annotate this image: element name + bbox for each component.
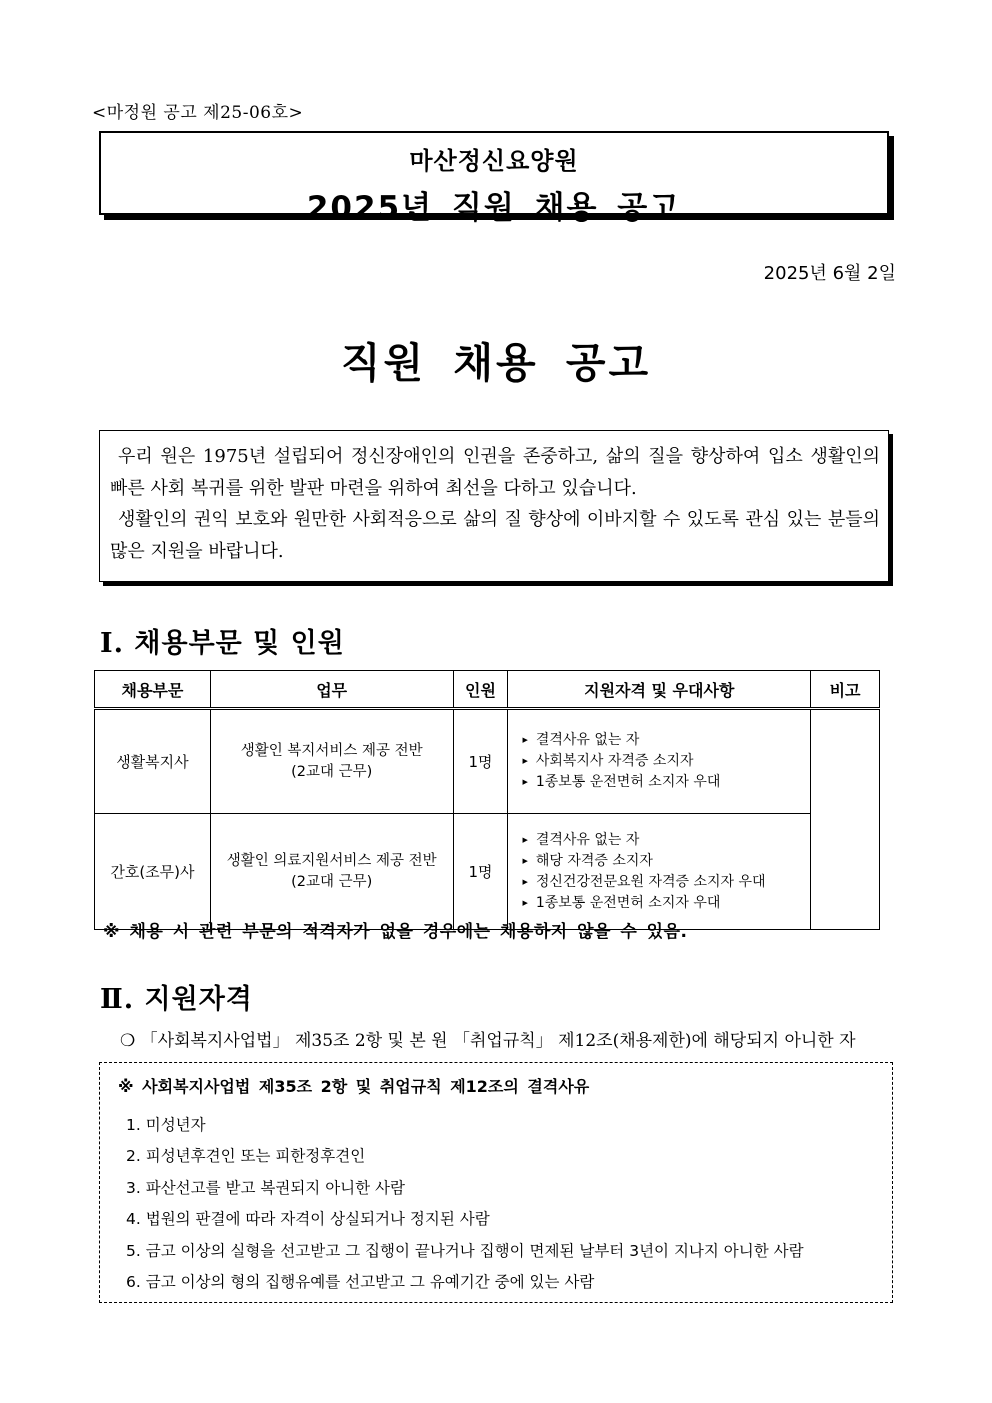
disqualification-box [99, 1062, 893, 1303]
bullet-triangle-icon: ▶ [522, 778, 528, 786]
count-cell: 1명 [453, 709, 508, 814]
qualification-item: ▶ 1종보통 운전면허 소지자 우대 [516, 772, 802, 793]
title-box [99, 131, 889, 226]
disqualification-title: ※ 사회복지사업법 제35조 2항 및 취업규칙 제12조의 결격사유 [118, 1077, 590, 1096]
duty-line: 생활인 복지서비스 제공 전반 [240, 742, 423, 759]
announcement-title: 2025년 직원 채용 공고 [306, 190, 682, 226]
table-row [95, 814, 880, 930]
list-item: 3. 파산선고를 받고 복권되지 아니한 사람 [126, 1178, 405, 1197]
column-header: 채용부문 [95, 671, 211, 709]
qualification-item: ▶ 정신건강전문요원 자격증 소지자 우대 [516, 872, 802, 893]
duty-shift: (2교대 근무) [291, 873, 373, 890]
announcement-date: 2025년 6월 2일 [763, 263, 896, 284]
recruitment-table [94, 670, 880, 930]
table-header-row [95, 671, 880, 709]
column-header: 비고 [811, 671, 880, 709]
disqualification-list [126, 1113, 804, 1301]
qualifications-cell [508, 709, 811, 814]
department-cell: 생활복지사 [95, 709, 211, 814]
intro-box [99, 430, 889, 582]
recruitment-note: ※ 채용 시 관련 부문의 적격자가 없을 경우에는 채용하지 않을 수 있음. [103, 922, 688, 942]
bullet-triangle-icon: ▶ [522, 856, 528, 865]
bullet-triangle-icon: ▶ [522, 757, 528, 765]
eligibility-statement: ❍ 「사회복지사업법」 제35조 2항 및 본 원 「취업규칙」 제12조(채용제한)에 해당되지 아니한 자 [120, 1031, 856, 1051]
duty-line: 생활인 의료지원서비스 제공 전반 [226, 852, 437, 869]
bullet-triangle-icon: ▶ [522, 877, 528, 886]
duty-cell [210, 814, 453, 930]
department-cell: 간호(조무)사 [95, 814, 211, 930]
count-cell: 1명 [453, 814, 508, 930]
list-item: 5. 금고 이상의 실형을 선고받고 그 집행이 끝나거나 집행이 면제된 날부터 3년이 지나지 아니한 사람 [126, 1241, 804, 1260]
bullet-triangle-icon: ▶ [522, 835, 528, 844]
table-row [95, 709, 880, 814]
qualification-item: ▶ 결격사유 없는 자 [516, 730, 802, 751]
column-header: 업무 [210, 671, 453, 709]
remarks-cell [811, 709, 880, 930]
qualification-item: ▶ 결격사유 없는 자 [516, 830, 802, 851]
qualification-item: ▶ 사회복지사 자격증 소지자 [516, 751, 802, 772]
notice-number: <마정원 공고 제25-06호> [92, 103, 304, 123]
qualifications-cell [508, 814, 811, 930]
organization-name: 마산정신요양원 [409, 147, 579, 175]
intro-paragraph-1: 우리 원은 1975년 설립되어 정신장애인의 인권을 존중하고, 삶의 질을 향상하여 입소 생활인의 빠른 사회 복귀를 위한 발판 마련을 위하여 최선을 다하고 있습니다. [110, 446, 880, 499]
column-header: 지원자격 및 우대사항 [508, 671, 811, 709]
intro-paragraph-2: 생활인의 권익 보호와 원만한 사회적응으로 삶의 질 향상에 이바지할 수 있도록 관심 있는 분들의 많은 지원을 바랍니다. [110, 509, 880, 562]
duty-shift: (2교대 근무) [291, 763, 373, 780]
bullet-triangle-icon: ▶ [522, 898, 528, 907]
qualification-item: ▶ 1종보통 운전면허 소지자 우대 [516, 893, 802, 914]
bullet-triangle-icon: ▶ [522, 736, 528, 744]
duty-cell [210, 709, 453, 814]
main-title: 직원 채용 공고 [340, 339, 652, 387]
section-1-heading: Ⅰ. 채용부문 및 인원 [100, 628, 345, 659]
list-item: 6. 금고 이상의 형의 집행유예를 선고받고 그 유예기간 중에 있는 사람 [126, 1272, 595, 1291]
list-item: 2. 피성년후견인 또는 피한정후견인 [126, 1147, 366, 1166]
list-item: 1. 미성년자 [126, 1116, 206, 1134]
qualification-item: ▶ 해당 자격증 소지자 [516, 851, 802, 872]
list-item: 4. 법원의 판결에 따라 자격이 상실되거나 정지된 사람 [126, 1210, 490, 1229]
column-header: 인원 [453, 671, 508, 709]
section-2-heading: Ⅱ. 지원자격 [100, 984, 253, 1015]
